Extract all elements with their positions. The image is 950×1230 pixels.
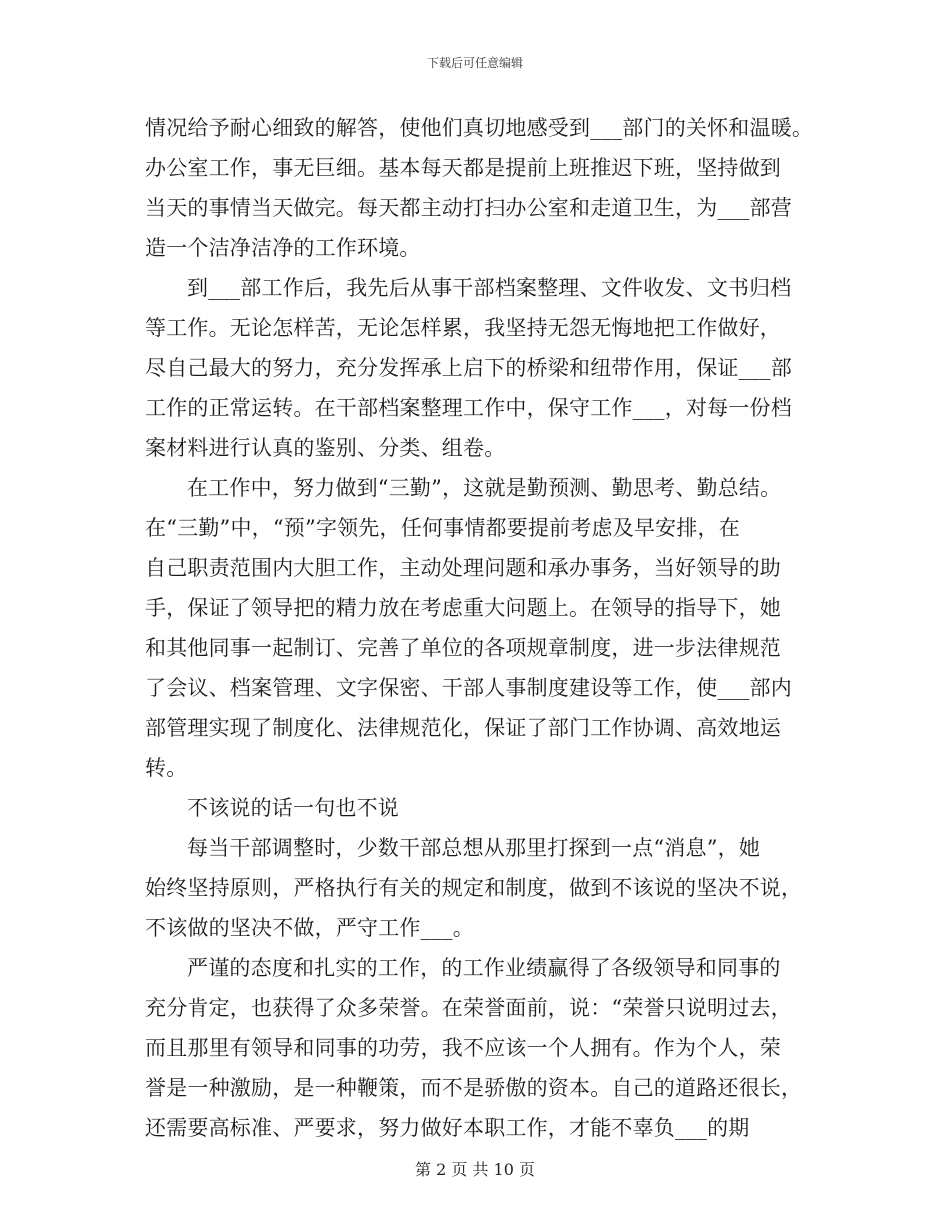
text-line: 尽自己最大的努力，充分发挥承上启下的桥梁和纽带作用，保证___部 [145, 356, 792, 380]
document-body [145, 108, 825, 1148]
text-line: 了会议、档案管理、文字保密、干部人事制度建设等工作，使___部内 [145, 676, 792, 700]
text-line: 始终坚持原则，严格执行有关的规定和制度，做到不该说的坚决不说， [145, 876, 803, 900]
text-line: 到___部工作后，我先后从事干部档案整理、文件收发、文书归档 [187, 276, 792, 300]
text-line: 手，保证了领导把的精力放在考虑重大问题上。在领导的指导下，她 [145, 596, 781, 620]
text-line: 办公室工作，事无巨细。基本每天都是提前上班推迟下班，坚持做到 [145, 156, 781, 180]
text-line: 等工作。无论怎样苦，无论怎样累，我坚持无怨无悔地把工作做好， [145, 316, 781, 340]
text-line: 造一个洁净洁净的工作环境。 [145, 236, 421, 260]
text-line: 情况给予耐心细致的解答，使他们真切地感受到___部门的关怀和温暖。 [145, 116, 814, 140]
text-line: 每当干部调整时，少数干部总想从那里打探到一点“消息”，她 [187, 836, 761, 860]
text-line: 充分肯定，也获得了众多荣誉。在荣誉面前，说：“荣誉只说明过去， [145, 996, 792, 1020]
text-line: 在“三勤”中，“预”字领先，任何事情都要提前考虑及早安排，在 [145, 516, 740, 540]
text-line: 和其他同事一起制订、完善了单位的各项规章制度，进一步法律规范 [145, 636, 781, 660]
page-footer: 第 2 页 共 10 页 [415, 1160, 535, 1179]
page-header: 下载后可任意编辑 [426, 56, 523, 70]
text-line: 不该做的坚决不做，严守工作___。 [145, 916, 474, 940]
text-line: 案材料进行认真的鉴别、分类、组卷。 [145, 436, 506, 460]
text-line: 不该说的话一句也不说 [187, 796, 399, 820]
text-line: 工作的正常运转。在干部档案整理工作中，保守工作___，对每一份档 [145, 396, 792, 420]
text-line: 誉是一种激励，是一种鞭策，而不是骄傲的资本。自己的道路还很长， [145, 1076, 803, 1100]
text-line: 还需要高标准、严要求，努力做好本职工作，才能不辜负___的期 [145, 1116, 750, 1140]
text-line: 当天的事情当天做完。每天都主动打扫办公室和走道卫生，为___部营 [145, 196, 792, 220]
text-line: 严谨的态度和扎实的工作，的工作业绩赢得了各级领导和同事的 [187, 956, 781, 980]
text-line: 而且那里有领导和同事的功劳，我不应该一个人拥有。作为个人，荣 [145, 1036, 781, 1060]
text-line: 转。 [145, 756, 188, 780]
text-line: 部管理实现了制度化、法律规范化，保证了部门工作协调、高效地运 [145, 716, 781, 740]
text-line: 在工作中，努力做到“三勤”，这就是勤预测、勤思考、勤总结。 [187, 476, 782, 500]
text-line: 自己职责范围内大胆工作，主动处理问题和承办事务，当好领导的助 [145, 556, 781, 580]
